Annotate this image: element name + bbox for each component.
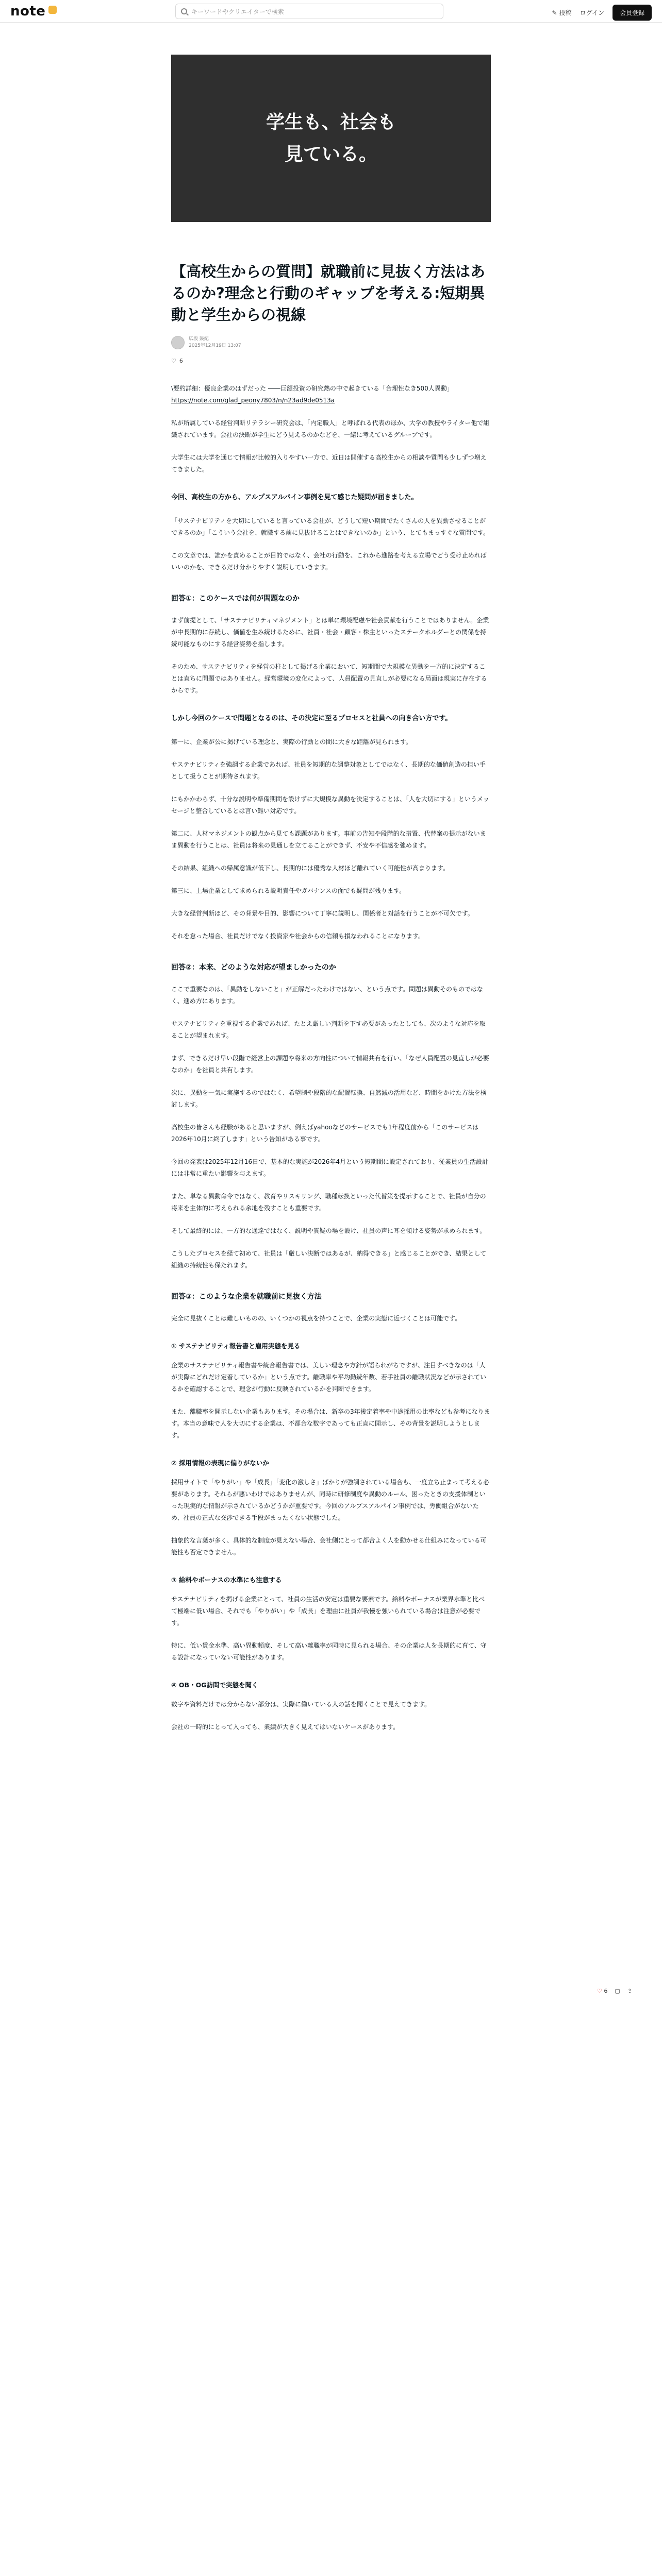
signup-button[interactable]: 会員登録 (613, 5, 652, 21)
section-heading: 回答①：このケースでは何が問題なのか (171, 595, 300, 603)
like-button[interactable] (171, 358, 491, 364)
post-label: 投稿 (559, 9, 572, 16)
article-title: 【高校生からの質問】就職前に見抜く方法はあるのか?理念と行動のギャップを考える:短期異動と学生からの視線 (171, 263, 486, 324)
paragraph: そして最終的には、一方的な通達ではなく、説明や質疑の場を設け、社員の声に耳を傾ける姿勢が求められます。 (171, 1227, 486, 1234)
paragraph: また、離職率を開示しない企業もあります。その場合は、新卒の3年後定着率や中途採用の比率なども参考になります。本当の意味で人を大切にする企業は、不都合な数字であっても正直に開示し、その背景を説明しようとします。 (171, 1408, 490, 1439)
share-icon[interactable]: ⇪ (627, 1988, 632, 1994)
paragraph: サステナビリティを掲げる企業にとって、社員の生活の安定は重要な要素です。給料やボーナスが業界水準と比べて極端に低い場合、それでも「やりがい」や「成長」を理由に社員が我慢を強いられている場合は注意が必要です。 (171, 1596, 485, 1626)
paragraph: \要約詳細：優良企業のはずだった ――巨額投資の研究熱の中で起きている「合理性なき500人異動」 https://note.com/glad_peony7803/n/n23ad9de0513a (171, 385, 453, 404)
paragraph: 完全に見抜くことは難しいものの、いくつかの視点を持つことで、企業の実態に近づくことは可能です。 (171, 1315, 461, 1322)
search-placeholder: キーワードやクリエイターで検索 (191, 8, 284, 15)
paragraph: まず、できるだけ早い段階で経営上の課題や将来の方向性について情報共有を行い、「なぜ人員配置の見直しが必要なのか」を社員と共有します。 (171, 1055, 489, 1074)
paragraph: 次に、異動を一気に実施するのではなく、希望制や段階的な配置転換、自然減の活用など、時間をかけた方法を検討します。 (171, 1089, 487, 1108)
search-input[interactable] (175, 4, 443, 19)
paragraph: 企業のサステナビリティ報告書や統合報告書では、美しい理念や方針が語られがちですが、注目すべきなのは「人が実際にどれだけ定着しているか」という点です。離職率や平均勤続年数、若手社員の離職状況などが示されているかを確認することで、理念が行動に反映されているかを判断できます。 (171, 1362, 487, 1393)
author-block[interactable] (171, 336, 491, 349)
reference-link[interactable]: https://note.com/glad_peony7803/n/n23ad9de0513a (171, 397, 335, 404)
subsection-heading: ④ OB・OG訪問で実態を聞く (171, 1681, 258, 1689)
heart-icon: ♡ (597, 1988, 602, 1994)
paragraph: 「サステナビリティを大切にしていると言っている会社が、どうして短い期間でたくさんの人を異動させることができるのか」「こういう会社を、就職する前に見抜けることはできないのか」という、とてもまっすぐな質問です。 (171, 517, 490, 536)
paragraph: そのため、サステナビリティを経営の柱として掲げる企業において、短期間で大規模な異動を一方的に決定することは直ちに問題ではありません。経営環境の変化によって、人員配置の見直しが必要になる局面は現実に存在するからです。 (171, 663, 487, 694)
article-body (171, 383, 491, 1733)
eyecatch-line2: 見ている。 (284, 143, 377, 165)
paragraph: 抽象的な言葉が多く、具体的な制度が見えない場合、会社側にとって都合よく人を動かせる仕組みになっている可能性も否定できません。 (171, 1537, 487, 1556)
section-heading: 回答②：本来、どのような対応が望ましかったのか (171, 963, 336, 972)
logo-badge-icon (48, 6, 57, 14)
paragraph: 今回の発表は2025年12月16日で、基本的な実施が2026年4月という短期間に設定されており、従業員の生活設計には非常に重たい影響を与えます。 (171, 1158, 489, 1177)
subsection-heading: ③ 給料やボーナスの水準にも注意する (171, 1576, 282, 1584)
side-actions (597, 1988, 632, 1994)
paragraph: 私が所属している経営判断リテラシー研究会は、「内定職人」と呼ばれる代表のほか、大学の教授やライター他で組織されています。会社の決断が学生にどう見えるのかなどを、一緒に考えているグループです。 (171, 419, 490, 438)
author-name[interactable]: 広坂 鼓紀 (189, 336, 209, 342)
paragraph: 会社の一時的にとって入っても、業績が大きく見えてはいないケースがあります。 (171, 1723, 400, 1731)
paragraph: にもかかわらず、十分な説明や準備期間を設けずに大規模な異動を決定することは、「人を大切にする」というメッセージと整合しているとは言い難い対応です。 (171, 795, 490, 815)
subsection-heading: ① サステナビリティ報告書と雇用実態を見る (171, 1342, 301, 1350)
note-logo[interactable]: note (10, 4, 57, 19)
comment-icon[interactable]: ▢ (615, 1988, 620, 1994)
paragraph: 大学生には大学を通じて情報が比較的入りやすい一方で、近日は開催する高校生からの相談や質問も少しずつ増えてきました。 (171, 454, 487, 473)
paragraph: 数字や資料だけでは分からない部分は、実際に働いている人の話を聞くことで見えてきます。 (171, 1701, 431, 1708)
paragraph: 大きな経営判断ほど、その背景や目的、影響について丁寧に説明し、関係者と対話を行うことが不可欠です。 (171, 910, 474, 917)
paragraph: 第三に、上場企業として求められる説明責任やガバナンスの面でも疑問が残ります。 (171, 887, 406, 894)
paragraph: この文章では、誰かを責めることが目的ではなく、会社の行動を、これから進路を考える立場でどう受け止めればいいのかを、できるだけ分かりやすく説明していきます。 (171, 552, 487, 571)
paragraph: その結果、組織への帰属意識が低下し、長期的には優秀な人材ほど離れていく可能性が高まります。 (171, 865, 450, 872)
eyecatch-image (171, 55, 491, 222)
lead-text: しかし今回のケースで問題となるのは、その決定に至るプロセスと社員への向き合い方です。 (171, 715, 452, 722)
paragraph: それを怠った場合、社員だけでなく投資家や社会からの信頼も損なわれることになります。 (171, 933, 425, 940)
post-date: 2025年12月19日 13:07 (189, 343, 241, 348)
section-heading: 回答③：このような企業を就職前に見抜く方法 (171, 1293, 322, 1301)
paragraph: また、単なる異動命令ではなく、教育やリスキリング、職種転換といった代替策を提示することで、社員が自分の将来を主体的に考えられる余地を残すことも重要です。 (171, 1193, 486, 1212)
paragraph: 第一に、企業が公に掲げている理念と、実際の行動との間に大きな距離が見られます。 (171, 738, 412, 745)
paragraph: こうしたプロセスを経て初めて、社員は「厳しい決断ではあるが、納得できる」と感じることができ、結果として組織の持続性も保たれます。 (171, 1250, 487, 1269)
paragraph: サステナビリティを重視する企業であれば、たとえ厳しい判断を下す必要があったとしても、次のような対応を取ることが望まれます。 (171, 1020, 486, 1039)
paragraph: 採用サイトで「やりがい」や「成長」「変化の激しさ」ばかりが強調されている場合も、一度立ち止まって考える必要があります。それらが悪いわけではありませんが、同時に研修制度や異動のルール、困ったときの支援体制といった現実的な情報が示されているかどうかが重要です。今回のアルプスアルパイン事例では、労働組合がないため、社員の正式な交渉できる手段がまったくない状態でした。 (171, 1479, 490, 1521)
lead-text: 今回、高校生の方から、アルプスアルパイン事例を見て感じた疑問が届きました。 (171, 494, 418, 501)
side-like-button[interactable] (597, 1988, 607, 1994)
paragraph: まず前提として、「サステナビリティマネジメント」とは単に環境配慮や社会貢献を行うことではありません。企業が中長期的に存続し、価値を生み続けるために、社員・社会・顧客・株主といったステークホルダーとの関係を持続可能なものにする経営姿勢を指します。 (171, 617, 489, 648)
post-button[interactable] (552, 8, 572, 17)
site-header (0, 0, 662, 23)
article (171, 55, 491, 1733)
paragraph: サステナビリティを強調する企業であれば、社員を短期的な調整対象としてではなく、長期的な価値創造の担い手として扱うことが期待されます。 (171, 761, 486, 780)
avatar[interactable] (171, 336, 185, 349)
login-link[interactable]: ログイン (580, 9, 604, 16)
search-icon (181, 8, 187, 14)
paragraph: 第二に、人材マネジメントの観点から見ても課題があります。事前の告知や段階的な措置、代替案の提示がないまま異動を行うことは、社員は将来の見通しを立てることができず、不安や不信感を強めます。 (171, 830, 486, 849)
side-like-count: 6 (604, 1988, 608, 1994)
subsection-heading: ② 採用情報の表現に偏りがないか (171, 1459, 269, 1467)
heart-icon: ♡ (171, 358, 176, 364)
paragraph: 特に、低い賃金水準、高い異動頻度、そして高い離職率が同時に見られる場合、その企業は人を長期的に育て、守る設計になっていない可能性があります。 (171, 1642, 487, 1661)
like-count: 6 (179, 358, 183, 364)
eyecatch-line1: 学生も、社会も (266, 111, 396, 133)
paragraph: ここで重要なのは、「異動をしないこと」が正解だったわけではない、という点です。問題は異動そのものではなく、進め方にあります。 (171, 986, 484, 1005)
paragraph: 高校生の皆さんも経験があると思いますが、例えばyahooなどのサービスでも1年程度前から「このサービスは2026年10月に終了します」という告知がある事です。 (171, 1124, 479, 1143)
pencil-icon: ✎ (552, 9, 557, 16)
